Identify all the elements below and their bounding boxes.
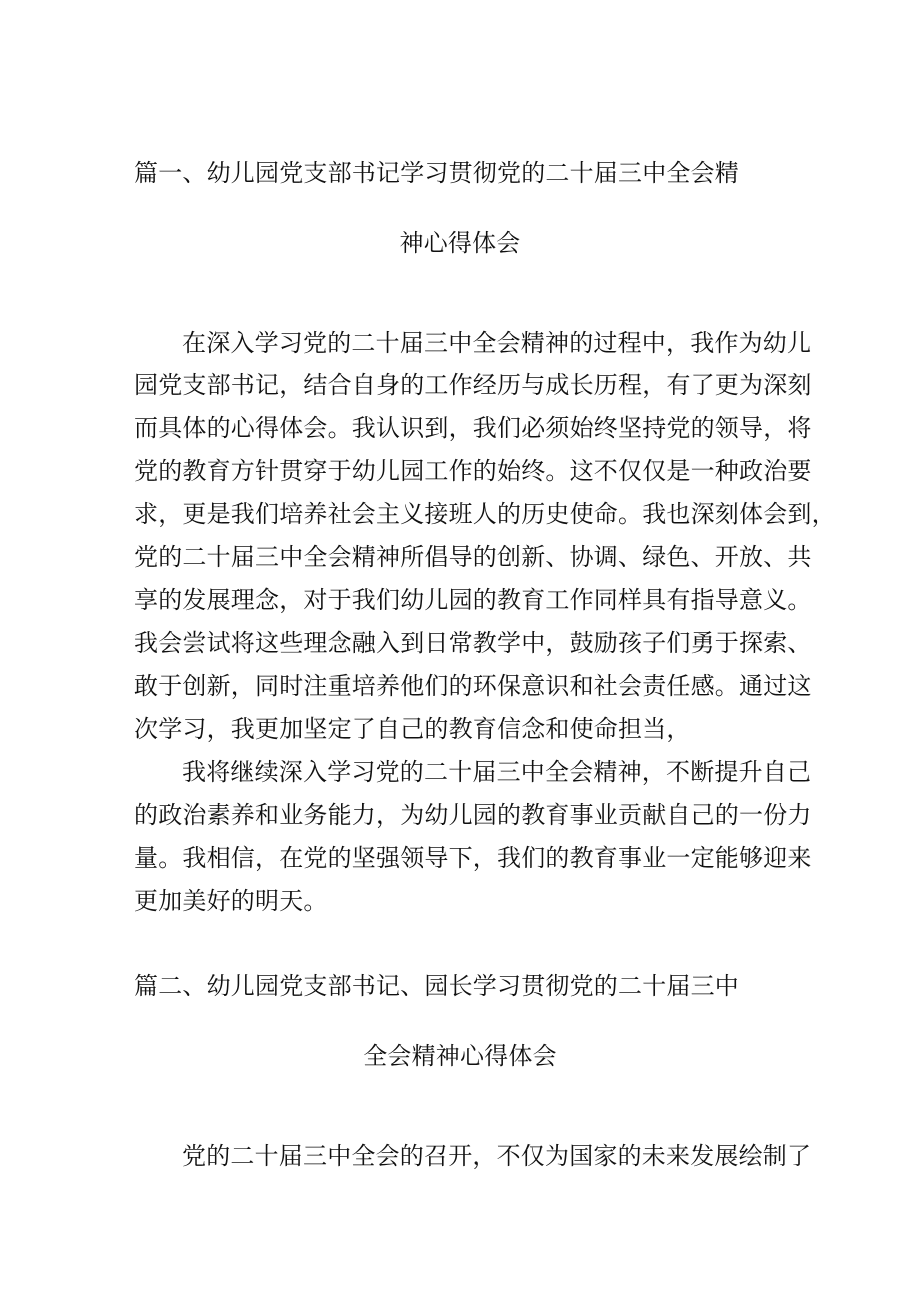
section2-para1-line: 党的二十届三中全会的召开，不仅为国家的未来发展绘制了: [182, 1142, 812, 1170]
section1-para2-line: 我将继续深入学习党的二十届三中全会精神，不断提升自己: [182, 758, 812, 786]
section1-title-line2: 神心得体会: [399, 229, 521, 257]
section1-para2-line: 更加美好的明天。: [134, 887, 328, 915]
section1-para1-line: 次学习，我更加坚定了自己的教育信念和使命担当，: [134, 715, 691, 743]
section1-para1-line: 我会尝试将这些理念融入到日常教学中，鼓励孩子们勇于探索、: [134, 629, 812, 657]
section1-para1-line: 敢于创新，同时注重培养他们的环保意识和社会责任感。通过这: [134, 672, 812, 700]
section1-para1-line: 享的发展理念，对于我们幼儿园的教育工作同样具有指导意义。: [134, 586, 812, 614]
section1-para1-line: 而具体的心得体会。我认识到，我们必须始终坚持党的领导，将: [134, 414, 812, 442]
section1-para1-line: 党的二十届三中全会精神所倡导的创新、协调、绿色、开放、共: [134, 543, 812, 571]
section2-title-line2: 全会精神心得体会: [363, 1042, 557, 1070]
section1-para1-line: 党的教育方针贯穿于幼儿园工作的始终。这不仅仅是一种政治要: [134, 457, 812, 485]
section1-para1-line: 求，更是我们培养社会主义接班人的历史使命。我也深刻体会到，: [134, 500, 836, 528]
section1-para2-line: 的政治素养和业务能力，为幼儿园的教育事业贡献自己的一份力: [134, 801, 812, 829]
section2-title-line1: 篇二、幼儿园党支部书记、园长学习贯彻党的二十届三中: [134, 972, 739, 1000]
section1-title-line1: 篇一、幼儿园党支部书记学习贯彻党的二十届三中全会精: [134, 159, 739, 187]
section1-para1-line: 园党支部书记，结合自身的工作经历与成长历程，有了更为深刻: [134, 371, 812, 399]
section1-para2-line: 量。我相信，在党的坚强领导下，我们的教育事业一定能够迎来: [134, 844, 812, 872]
section1-para1-line: 在深入学习党的二十届三中全会精神的过程中，我作为幼儿: [182, 329, 812, 357]
